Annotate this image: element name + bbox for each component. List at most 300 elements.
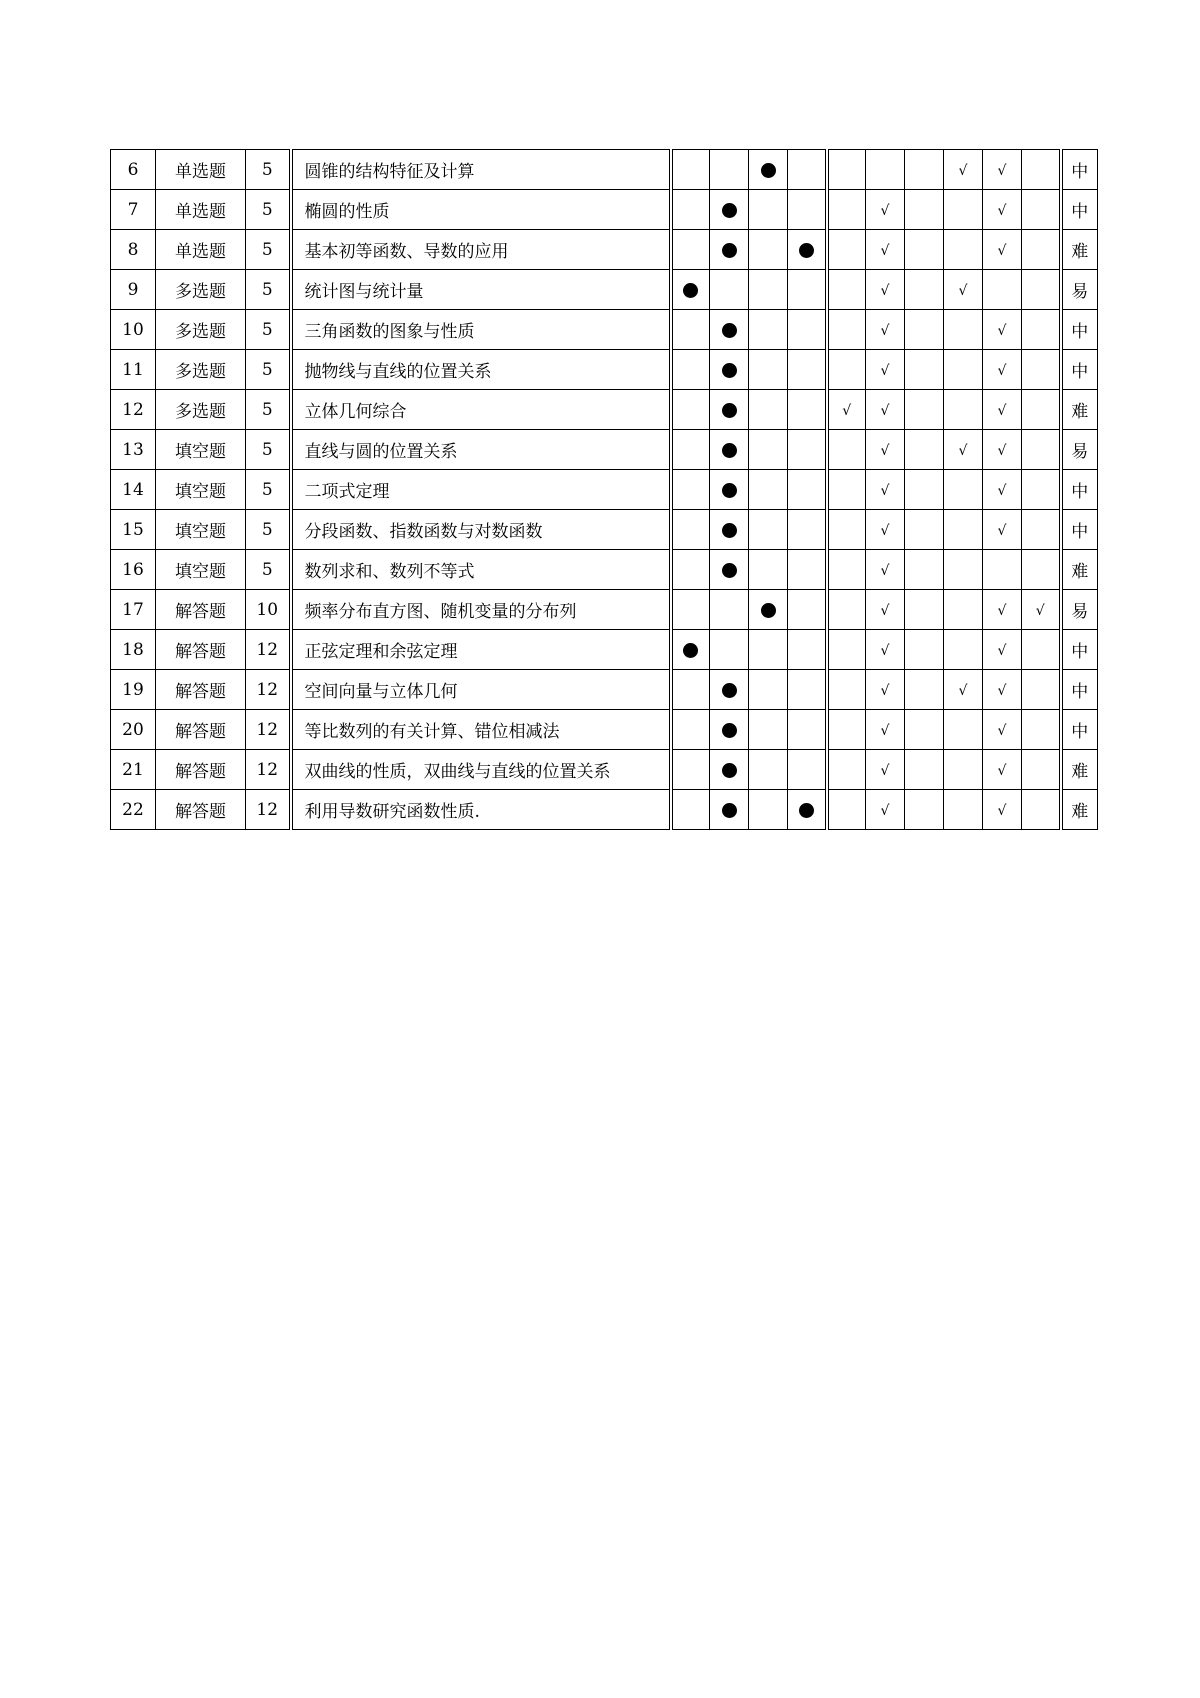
ability-check-cell (866, 510, 905, 550)
ability-check-cell (866, 310, 905, 350)
difficulty-cell: 中 (1061, 150, 1098, 190)
check-mark: √ (880, 642, 890, 659)
ability-check-cell (944, 310, 983, 350)
ability-check-cell (983, 790, 1022, 830)
filled-dot-marker (799, 243, 814, 258)
check-mark: √ (880, 322, 890, 339)
ability-check-cell (827, 190, 866, 230)
ability-check-cell (827, 470, 866, 510)
knowledge-level-cell (788, 670, 827, 710)
ability-check-cell (983, 510, 1022, 550)
knowledge-level-cell (671, 350, 710, 390)
exam-spec-table (110, 149, 1098, 830)
difficulty-cell: 易 (1061, 430, 1098, 470)
filled-dot-marker (799, 803, 814, 818)
filled-dot-marker (683, 643, 698, 658)
check-mark: √ (880, 242, 890, 259)
knowledge-level-cell (710, 750, 749, 790)
score-cell: 5 (246, 550, 291, 590)
ability-check-cell (866, 350, 905, 390)
knowledge-level-cell (710, 190, 749, 230)
topic-cell: 利用导数研究函数性质. (291, 790, 671, 830)
question-type-cell: 填空题 (156, 470, 246, 510)
ability-check-cell (1022, 790, 1061, 830)
difficulty-cell: 易 (1061, 590, 1098, 630)
difficulty-cell: 易 (1061, 270, 1098, 310)
ability-check-cell (983, 670, 1022, 710)
check-mark: √ (997, 402, 1007, 419)
knowledge-level-cell (749, 470, 788, 510)
filled-dot-marker (722, 243, 737, 258)
ability-check-cell (827, 550, 866, 590)
knowledge-level-cell (788, 150, 827, 190)
knowledge-level-cell (710, 390, 749, 430)
topic-cell: 三角函数的图象与性质 (291, 310, 671, 350)
knowledge-level-cell (671, 150, 710, 190)
knowledge-level-cell (749, 350, 788, 390)
knowledge-level-cell (671, 230, 710, 270)
check-mark: √ (997, 682, 1007, 699)
ability-check-cell (866, 550, 905, 590)
topic-cell: 分段函数、指数函数与对数函数 (291, 510, 671, 550)
ability-check-cell (1022, 590, 1061, 630)
question-type-cell: 解答题 (156, 590, 246, 630)
difficulty-cell: 难 (1061, 790, 1098, 830)
table-row (111, 190, 1098, 230)
ability-check-cell (827, 150, 866, 190)
knowledge-level-cell (671, 310, 710, 350)
ability-check-cell (1022, 150, 1061, 190)
question-type-cell: 多选题 (156, 390, 246, 430)
table-row (111, 230, 1098, 270)
knowledge-level-cell (749, 710, 788, 750)
filled-dot-marker (722, 203, 737, 218)
check-mark: √ (880, 402, 890, 419)
question-type-cell: 填空题 (156, 550, 246, 590)
question-number-cell: 9 (111, 270, 156, 310)
check-mark: √ (880, 722, 890, 739)
ability-check-cell (1022, 510, 1061, 550)
ability-check-cell (827, 590, 866, 630)
table-row (111, 430, 1098, 470)
ability-check-cell (866, 390, 905, 430)
check-mark: √ (880, 682, 890, 699)
ability-check-cell (944, 390, 983, 430)
score-cell: 5 (246, 350, 291, 390)
ability-check-cell (905, 550, 944, 590)
score-cell: 12 (246, 670, 291, 710)
ability-check-cell (905, 150, 944, 190)
knowledge-level-cell (710, 550, 749, 590)
ability-check-cell (827, 510, 866, 550)
difficulty-cell: 难 (1061, 550, 1098, 590)
question-type-cell: 单选题 (156, 150, 246, 190)
ability-check-cell (905, 710, 944, 750)
check-mark: √ (880, 442, 890, 459)
knowledge-level-cell (749, 390, 788, 430)
knowledge-level-cell (710, 270, 749, 310)
ability-check-cell (905, 430, 944, 470)
ability-check-cell (944, 670, 983, 710)
knowledge-level-cell (749, 550, 788, 590)
knowledge-level-cell (710, 350, 749, 390)
question-type-cell: 解答题 (156, 790, 246, 830)
filled-dot-marker (722, 363, 737, 378)
difficulty-cell: 中 (1061, 710, 1098, 750)
filled-dot-marker (722, 483, 737, 498)
ability-check-cell (866, 630, 905, 670)
score-cell: 5 (246, 310, 291, 350)
ability-check-cell (1022, 350, 1061, 390)
score-cell: 5 (246, 510, 291, 550)
knowledge-level-cell (710, 630, 749, 670)
difficulty-cell: 难 (1061, 390, 1098, 430)
knowledge-level-cell (749, 430, 788, 470)
check-mark: √ (880, 602, 890, 619)
question-number-cell: 11 (111, 350, 156, 390)
knowledge-level-cell (788, 270, 827, 310)
ability-check-cell (944, 190, 983, 230)
topic-cell: 双曲线的性质，双曲线与直线的位置关系 (291, 750, 671, 790)
check-mark: √ (880, 202, 890, 219)
ability-check-cell (866, 790, 905, 830)
knowledge-level-cell (671, 550, 710, 590)
table-row (111, 510, 1098, 550)
question-number-cell: 10 (111, 310, 156, 350)
score-cell: 5 (246, 230, 291, 270)
topic-cell: 频率分布直方图、随机变量的分布列 (291, 590, 671, 630)
ability-check-cell (983, 430, 1022, 470)
knowledge-level-cell (788, 710, 827, 750)
knowledge-level-cell (671, 630, 710, 670)
score-cell: 5 (246, 470, 291, 510)
difficulty-cell: 中 (1061, 470, 1098, 510)
knowledge-level-cell (749, 630, 788, 670)
knowledge-level-cell (671, 190, 710, 230)
filled-dot-marker (722, 723, 737, 738)
question-number-cell: 21 (111, 750, 156, 790)
knowledge-level-cell (788, 470, 827, 510)
ability-check-cell (944, 150, 983, 190)
difficulty-cell: 中 (1061, 630, 1098, 670)
knowledge-level-cell (710, 590, 749, 630)
ability-check-cell (983, 310, 1022, 350)
ability-check-cell (905, 790, 944, 830)
ability-check-cell (983, 550, 1022, 590)
check-mark: √ (880, 562, 890, 579)
check-mark: √ (842, 402, 852, 419)
check-mark: √ (880, 802, 890, 819)
table-row (111, 310, 1098, 350)
check-mark: √ (958, 162, 968, 179)
question-number-cell: 6 (111, 150, 156, 190)
score-cell: 12 (246, 750, 291, 790)
ability-check-cell (866, 150, 905, 190)
knowledge-level-cell (749, 190, 788, 230)
ability-check-cell (983, 470, 1022, 510)
check-mark: √ (958, 682, 968, 699)
topic-cell: 正弦定理和余弦定理 (291, 630, 671, 670)
score-cell: 10 (246, 590, 291, 630)
knowledge-level-cell (671, 470, 710, 510)
knowledge-level-cell (749, 790, 788, 830)
ability-check-cell (983, 750, 1022, 790)
ability-check-cell (827, 670, 866, 710)
question-number-cell: 19 (111, 670, 156, 710)
filled-dot-marker (683, 283, 698, 298)
filled-dot-marker (722, 803, 737, 818)
difficulty-cell: 中 (1061, 310, 1098, 350)
filled-dot-marker (722, 443, 737, 458)
ability-check-cell (1022, 230, 1061, 270)
question-number-cell: 17 (111, 590, 156, 630)
ability-check-cell (827, 230, 866, 270)
topic-cell: 圆锥的结构特征及计算 (291, 150, 671, 190)
question-type-cell: 填空题 (156, 430, 246, 470)
ability-check-cell (866, 670, 905, 710)
topic-cell: 直线与圆的位置关系 (291, 430, 671, 470)
ability-check-cell (983, 190, 1022, 230)
knowledge-level-cell (749, 750, 788, 790)
knowledge-level-cell (788, 550, 827, 590)
ability-check-cell (983, 230, 1022, 270)
topic-cell: 数列求和、数列不等式 (291, 550, 671, 590)
question-number-cell: 13 (111, 430, 156, 470)
ability-check-cell (905, 630, 944, 670)
topic-cell: 椭圆的性质 (291, 190, 671, 230)
ability-check-cell (983, 350, 1022, 390)
ability-check-cell (905, 590, 944, 630)
ability-check-cell (827, 310, 866, 350)
filled-dot-marker (722, 563, 737, 578)
question-number-cell: 15 (111, 510, 156, 550)
knowledge-level-cell (671, 270, 710, 310)
table-row (111, 390, 1098, 430)
ability-check-cell (866, 590, 905, 630)
table-row (111, 550, 1098, 590)
table-row (111, 470, 1098, 510)
table-row (111, 350, 1098, 390)
check-mark: √ (880, 522, 890, 539)
question-number-cell: 8 (111, 230, 156, 270)
knowledge-level-cell (749, 150, 788, 190)
topic-cell: 空间向量与立体几何 (291, 670, 671, 710)
ability-check-cell (944, 470, 983, 510)
ability-check-cell (944, 790, 983, 830)
knowledge-level-cell (710, 150, 749, 190)
difficulty-cell: 中 (1061, 670, 1098, 710)
score-cell: 5 (246, 390, 291, 430)
score-cell: 12 (246, 790, 291, 830)
ability-check-cell (1022, 670, 1061, 710)
knowledge-level-cell (788, 350, 827, 390)
knowledge-level-cell (788, 510, 827, 550)
table-row (111, 670, 1098, 710)
ability-check-cell (983, 630, 1022, 670)
ability-check-cell (866, 270, 905, 310)
ability-check-cell (905, 670, 944, 710)
ability-check-cell (866, 430, 905, 470)
ability-check-cell (1022, 470, 1061, 510)
filled-dot-marker (761, 163, 776, 178)
ability-check-cell (905, 510, 944, 550)
question-type-cell: 多选题 (156, 270, 246, 310)
topic-cell: 统计图与统计量 (291, 270, 671, 310)
check-mark: √ (997, 442, 1007, 459)
knowledge-level-cell (671, 710, 710, 750)
knowledge-level-cell (671, 670, 710, 710)
knowledge-level-cell (788, 590, 827, 630)
ability-check-cell (1022, 390, 1061, 430)
check-mark: √ (997, 642, 1007, 659)
score-cell: 5 (246, 150, 291, 190)
score-cell: 5 (246, 270, 291, 310)
check-mark: √ (997, 802, 1007, 819)
question-number-cell: 20 (111, 710, 156, 750)
ability-check-cell (827, 390, 866, 430)
check-mark: √ (997, 202, 1007, 219)
knowledge-level-cell (788, 310, 827, 350)
knowledge-level-cell (788, 390, 827, 430)
ability-check-cell (944, 750, 983, 790)
topic-cell: 等比数列的有关计算、错位相减法 (291, 710, 671, 750)
filled-dot-marker (722, 323, 737, 338)
ability-check-cell (905, 350, 944, 390)
question-type-cell: 解答题 (156, 670, 246, 710)
knowledge-level-cell (710, 310, 749, 350)
ability-check-cell (944, 550, 983, 590)
ability-check-cell (983, 270, 1022, 310)
question-type-cell: 解答题 (156, 750, 246, 790)
table-row (111, 750, 1098, 790)
question-number-cell: 22 (111, 790, 156, 830)
knowledge-level-cell (749, 230, 788, 270)
check-mark: √ (997, 482, 1007, 499)
check-mark: √ (997, 762, 1007, 779)
knowledge-level-cell (710, 430, 749, 470)
table-row (111, 590, 1098, 630)
ability-check-cell (983, 390, 1022, 430)
question-type-cell: 解答题 (156, 630, 246, 670)
question-number-cell: 18 (111, 630, 156, 670)
ability-check-cell (827, 270, 866, 310)
ability-check-cell (905, 390, 944, 430)
ability-check-cell (1022, 630, 1061, 670)
ability-check-cell (1022, 310, 1061, 350)
question-number-cell: 7 (111, 190, 156, 230)
table-row (111, 630, 1098, 670)
score-cell: 5 (246, 190, 291, 230)
check-mark: √ (958, 442, 968, 459)
knowledge-level-cell (671, 510, 710, 550)
topic-cell: 基本初等函数、导数的应用 (291, 230, 671, 270)
knowledge-level-cell (671, 430, 710, 470)
ability-check-cell (1022, 710, 1061, 750)
knowledge-level-cell (749, 310, 788, 350)
question-type-cell: 填空题 (156, 510, 246, 550)
question-type-cell: 解答题 (156, 710, 246, 750)
score-cell: 12 (246, 710, 291, 750)
difficulty-cell: 难 (1061, 230, 1098, 270)
difficulty-cell: 中 (1061, 190, 1098, 230)
ability-check-cell (1022, 750, 1061, 790)
ability-check-cell (827, 430, 866, 470)
filled-dot-marker (722, 683, 737, 698)
check-mark: √ (997, 722, 1007, 739)
check-mark: √ (880, 482, 890, 499)
ability-check-cell (866, 190, 905, 230)
check-mark: √ (997, 322, 1007, 339)
ability-check-cell (983, 150, 1022, 190)
table-row (111, 150, 1098, 190)
question-number-cell: 14 (111, 470, 156, 510)
ability-check-cell (866, 230, 905, 270)
topic-cell: 二项式定理 (291, 470, 671, 510)
ability-check-cell (866, 470, 905, 510)
ability-check-cell (944, 630, 983, 670)
ability-check-cell (866, 710, 905, 750)
knowledge-level-cell (788, 430, 827, 470)
score-cell: 5 (246, 430, 291, 470)
filled-dot-marker (722, 763, 737, 778)
ability-check-cell (1022, 430, 1061, 470)
ability-check-cell (905, 470, 944, 510)
ability-check-cell (983, 710, 1022, 750)
ability-check-cell (944, 430, 983, 470)
knowledge-level-cell (710, 510, 749, 550)
ability-check-cell (944, 590, 983, 630)
knowledge-level-cell (710, 230, 749, 270)
filled-dot-marker (761, 603, 776, 618)
check-mark: √ (880, 762, 890, 779)
filled-dot-marker (722, 403, 737, 418)
ability-check-cell (905, 310, 944, 350)
knowledge-level-cell (788, 190, 827, 230)
ability-check-cell (827, 790, 866, 830)
check-mark: √ (997, 242, 1007, 259)
ability-check-cell (827, 350, 866, 390)
ability-check-cell (827, 630, 866, 670)
knowledge-level-cell (749, 670, 788, 710)
check-mark: √ (997, 362, 1007, 379)
difficulty-cell: 中 (1061, 510, 1098, 550)
knowledge-level-cell (788, 630, 827, 670)
knowledge-level-cell (788, 790, 827, 830)
check-mark: √ (1035, 602, 1045, 619)
knowledge-level-cell (671, 750, 710, 790)
ability-check-cell (827, 750, 866, 790)
knowledge-level-cell (710, 790, 749, 830)
knowledge-level-cell (710, 470, 749, 510)
topic-cell: 抛物线与直线的位置关系 (291, 350, 671, 390)
knowledge-level-cell (671, 590, 710, 630)
table-row (111, 710, 1098, 750)
question-type-cell: 多选题 (156, 310, 246, 350)
ability-check-cell (1022, 270, 1061, 310)
topic-cell: 立体几何综合 (291, 390, 671, 430)
check-mark: √ (997, 602, 1007, 619)
knowledge-level-cell (788, 230, 827, 270)
score-cell: 12 (246, 630, 291, 670)
ability-check-cell (905, 230, 944, 270)
ability-check-cell (1022, 190, 1061, 230)
difficulty-cell: 难 (1061, 750, 1098, 790)
knowledge-level-cell (710, 710, 749, 750)
filled-dot-marker (722, 523, 737, 538)
question-type-cell: 多选题 (156, 350, 246, 390)
check-mark: √ (958, 282, 968, 299)
question-type-cell: 单选题 (156, 230, 246, 270)
